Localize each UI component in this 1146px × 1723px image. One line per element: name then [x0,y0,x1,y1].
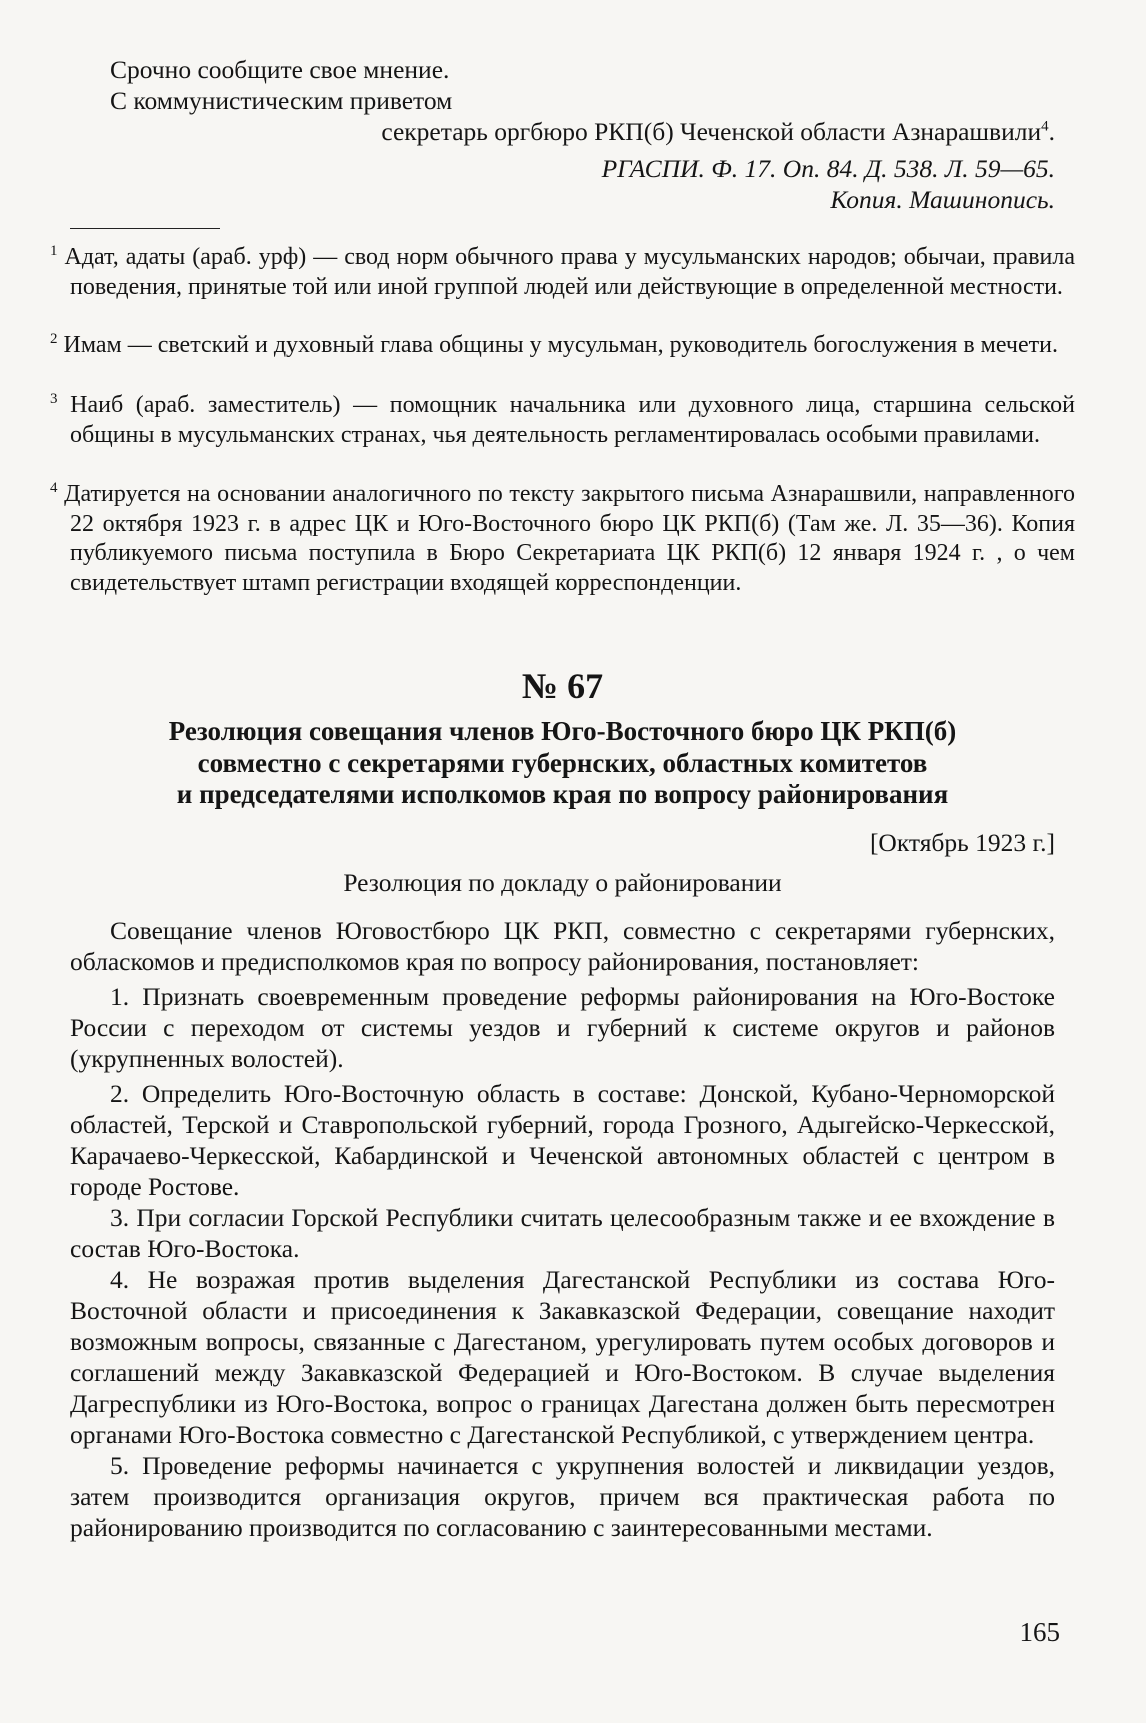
footnote-text: Адат, адаты (араб. урф) — свод норм обычного права у мусульманских народов; обычаи, правила поведения, принятые той или иной группой людей или действующие в определенной местности. [64,244,1075,300]
resolution-point-4: 4. Не возражая против выделения Дагестанской Республики из состава Юго-Восточной области и присоединения к Закавказской Федерации, совещание находит возможным вопросы, связанные с Дагестаном, урегулировать путем особых договоров и соглашений между Закавказской Федерацией и Юго-Востоком. В случае выделения Дагреспублики из Юго-Востока, вопрос о границах Дагестана должен быть пересмотрен органами Юго-Востока совместно с Дагестанской Республикой, с утверждением центра. [70,1265,1055,1449]
closing-line-greeting: С коммунистическим приветом [110,86,453,115]
footnote-4 [50,480,1075,598]
document-number: № 67 [521,666,604,706]
closing-block [70,54,1055,215]
archive-citation: РГАСПИ. Ф. 17. Оп. 84. Д. 538. Л. 59—65. [601,154,1055,183]
footnote-text: Наиб (араб. заместитель) — помощник начальника или духовного лица, старшина сельской общины в мусульманских странах, чья деятельность регламентировалась особыми правилами. [70,392,1075,448]
copy-note: Копия. Машинопись. [830,185,1055,214]
resolution-point-3: 3. При согласии Горской Республики считать целесообразным также и ее вхождение в состав Юго-Востока. [70,1203,1055,1263]
resolution-point-1: 1. Признать своевременным проведение реформы районирования на Юго-Востоке России с переходом от системы уездов и губерний к системе округов и районов (укрупненных волостей). [70,982,1055,1073]
signature-line: секретарь оргбюро РКП(б) Чеченской области Азнарашвили$^4$. [381,117,1055,146]
document-title [70,716,1055,811]
title-line: совместно с секретарями губернских, областных комитетов [197,747,928,778]
footnote-divider [70,228,220,229]
footnote-number: 1 [50,243,58,259]
footnote-text: Датируется на основании аналогичного по тексту закрытого письма Азнарашвили, направленного 22 октября 1923 г. в адрес ЦК и Юго-Восточного бюро ЦК РКП(б) (Там же. Л. 35—36). Копия публикуемого письма поступила в Бюро Секретариата ЦК РКП(б) 12 января 1924 г. , о чем свидетельствует штамп регистрации входящей корреспонденции. [64,481,1076,596]
footnote-text: Имам — светский и духовный глава общины у мусульман, руководитель богослужения в мечети. [63,332,1058,358]
resolution-point-2: 2. Определить Юго-Восточную область в составе: Донской, Кубано-Черноморской областей, Терской и Ставропольской губерний, города Грозного, Адыгейско-Черкесской, Карачаево-Черкесской, Кабардинской и Чеченской автономных областей с центром в городе Ростове. [70,1079,1055,1201]
signature-footnote-ref: 4 [1041,118,1049,135]
resolution-point-5: 5. Проведение реформы начинается с укрупнения волостей и ликвидации уездов, затем производится организация округов, причем вся практическая работа по районированию производится по согласованию с заинтересованными местами. [70,1451,1055,1542]
title-line: Резолюция совещания членов Юго-Восточного бюро ЦК РКП(б) [168,716,957,746]
footnote-number: 3 [50,391,58,407]
footnote-number: 2 [50,331,58,347]
page-number: 165 [1019,1617,1060,1647]
footnote-2 [50,331,1075,361]
signature-text: секретарь оргбюро РКП(б) Чеченской области Азнарашвили [381,117,1042,146]
title-line: и председателями исполкомов края по вопросу районирования [176,779,949,809]
resolution-intro: Совещание членов Юговостбюро ЦК РКП, совместно с секретарями губернских, обласкомов и предисполкомов края по вопросу районирования, постановляет: [70,916,1055,976]
closing-line-urgent: Срочно сообщите свое мнение. [110,55,450,84]
resolution-body [70,915,1055,1543]
document-date: [Октябрь 1923 г.] [869,828,1055,857]
footnote-3 [50,391,1075,450]
footnote-1 [50,243,1075,302]
footnote-number: 4 [50,480,58,496]
resolution-subtitle: Резолюция по докладу о районировании [343,868,782,897]
